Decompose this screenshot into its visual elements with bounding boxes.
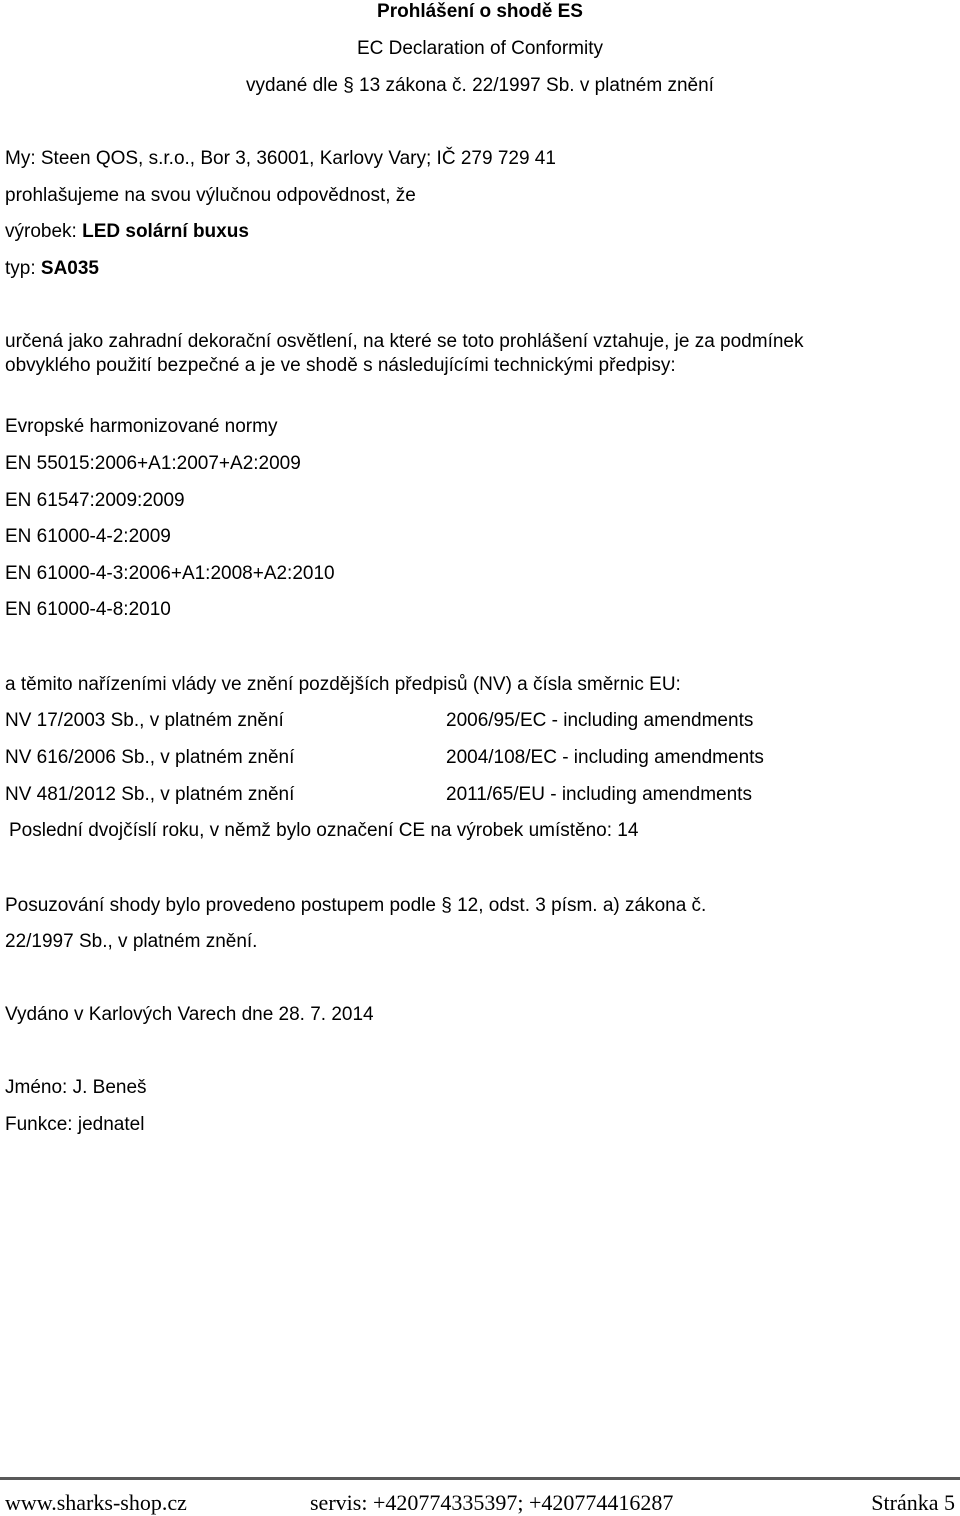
standards-heading: Evropské harmonizované normy	[5, 416, 278, 437]
regulations-intro: a těmito nařízeními vlády ve znění pozdějších předpisů (NV) a čísla směrnic EU:	[5, 674, 681, 695]
signatory-function: Funkce: jednatel	[5, 1114, 145, 1135]
manufacturer-line: My: Steen QOS, s.r.o., Bor 3, 36001, Karlovy Vary; IČ 279 729 41	[5, 148, 556, 169]
footer-service-phones: servis: +420774335397; +420774416287	[310, 1490, 674, 1515]
issued-date: Vydáno v Karlových Varech dne 28. 7. 2014	[5, 1004, 374, 1025]
ce-marking-year: Poslední dvojčíslí roku, v němž bylo označení CE na výrobek umístěno: 14	[9, 820, 639, 841]
eu-directive: 2011/65/EU - including amendments	[446, 784, 752, 805]
product-line	[5, 221, 249, 243]
footer-website[interactable]: www.sharks-shop.cz	[5, 1490, 187, 1515]
type-line	[5, 258, 99, 280]
standard-item: EN 61000-4-8:2010	[5, 599, 171, 620]
intended-use-line-1: určená jako zahradní dekorační osvětlení, na které se toto prohlášení vztahuje, je za podmínek	[5, 331, 804, 352]
signatory-name: Jméno: J. Beneš	[5, 1077, 147, 1098]
page-title: Prohlášení o shodě ES	[377, 1, 583, 22]
standard-item: EN 61547:2009:2009	[5, 490, 185, 511]
page-subtitle: EC Declaration of Conformity	[356, 38, 604, 59]
nv-regulation: NV 481/2012 Sb., v platném znění	[5, 784, 295, 805]
footer-page-number: Stránka 5	[871, 1490, 955, 1515]
standard-item: EN 55015:2006+A1:2007+A2:2009	[5, 453, 301, 474]
eu-directive: 2006/95/EC - including amendments	[446, 710, 754, 731]
law-reference: vydané dle § 13 zákona č. 22/1997 Sb. v platném znění	[246, 75, 714, 96]
product-name: LED solární buxus	[82, 221, 249, 242]
assessment-line-2: 22/1997 Sb., v platném znění.	[5, 931, 258, 952]
intended-use-line-2: obvyklého použití bezpečné a je ve shodě s následujícími technickými předpisy:	[5, 355, 676, 376]
nv-regulation: NV 616/2006 Sb., v platném znění	[5, 747, 295, 768]
type-value: SA035	[40, 258, 100, 279]
standard-item: EN 61000-4-2:2009	[5, 526, 171, 547]
eu-directive: 2004/108/EC - including amendments	[446, 747, 764, 768]
footer-divider	[0, 1477, 960, 1480]
type-label: typ:	[5, 258, 36, 279]
nv-regulation: NV 17/2003 Sb., v platném znění	[5, 710, 284, 731]
assessment-line-1: Posuzování shody bylo provedeno postupem podle § 12, odst. 3 písm. a) zákona č.	[5, 895, 707, 916]
product-label: výrobek:	[5, 221, 77, 242]
standard-item: EN 61000-4-3:2006+A1:2008+A2:2010	[5, 563, 335, 584]
responsibility-line: prohlašujeme na svou výlučnou odpovědnost, že	[5, 185, 416, 206]
